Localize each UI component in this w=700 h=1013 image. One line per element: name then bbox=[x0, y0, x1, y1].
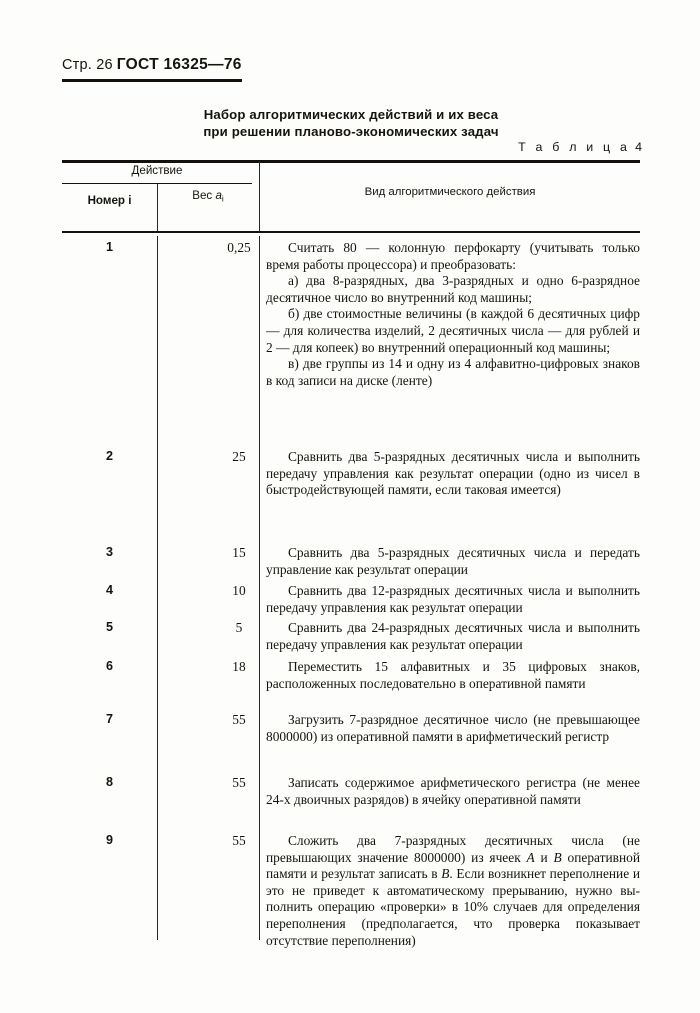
row-number: 8 bbox=[105, 775, 113, 789]
row-description-paragraph: Сравнить два 24-разрядных десятичных числа и выполнить передачу управления как результат операции bbox=[266, 620, 640, 652]
row-description bbox=[266, 659, 640, 692]
row-description-paragraph: в) две группы из 14 и одну из 4 алфавитно-цифровых знаков в код записи на диске (ленте) bbox=[266, 356, 640, 388]
row-weight: 15 bbox=[232, 545, 246, 560]
row-number: 3 bbox=[105, 545, 113, 559]
row-weight: 55 bbox=[232, 712, 246, 727]
standard-designation: ГОСТ 16325—76 bbox=[116, 56, 242, 73]
row-weight: 0,25 bbox=[227, 240, 251, 255]
row-description-paragraph: Переместить 15 алфавитных и 35 цифровых знаков, расположенных последовательно в оперативной памяти bbox=[266, 659, 640, 691]
row-number: 5 bbox=[105, 620, 113, 634]
row-description bbox=[266, 833, 640, 949]
row-number: 6 bbox=[105, 659, 113, 673]
row-description-paragraph: Записать содержимое арифметического регистра (не менее 24-х двоичных разрядов) в ячейку оперативной памяти bbox=[266, 775, 640, 807]
row-description-paragraph: Считать 80 — колонную перфокарту (учитывать только время работы процессора) и преобразовать: bbox=[266, 240, 640, 272]
table-caption-word: Т а б л и ц а bbox=[518, 140, 631, 154]
header-rule bbox=[62, 79, 242, 82]
row-description bbox=[266, 583, 640, 616]
table-caption bbox=[518, 140, 642, 154]
column-header-number bbox=[62, 194, 157, 207]
title-line-2: при решении планово-экономических задач bbox=[203, 124, 499, 139]
row-description-paragraph: а) два 8-разрядных, два 3-разрядных и одно 6-разрядное десятичное число во внутренний код машины; bbox=[266, 273, 640, 305]
row-description bbox=[266, 712, 640, 745]
table-top-rule bbox=[62, 160, 640, 163]
row-description bbox=[266, 545, 640, 578]
page-header bbox=[62, 56, 640, 74]
header-line bbox=[62, 56, 640, 74]
row-description bbox=[266, 449, 640, 499]
column-header-weight-prefix: Вес bbox=[192, 189, 213, 202]
row-weight: 25 bbox=[232, 449, 246, 464]
page-number-label: Стр. 26 bbox=[62, 57, 113, 73]
title-line-1: Набор алгоритмических действий и их веса bbox=[203, 107, 499, 122]
row-description-paragraph: Сложить два 7-разрядных десятичных числа (не превышающих значение 8000000) из ячеек A и B оперативной памяти и результат записать в B. Если возникнет переполнение и это не приведет к автоматическому прерыванию, нужно выполнить операцию «проверки» в 10% случаев для определения переполнения (предполагается, что проверка показывает отсутствие переполнения) bbox=[266, 833, 640, 948]
column-group-header-action: Действие bbox=[131, 164, 183, 177]
row-weight: 55 bbox=[232, 775, 246, 790]
page-title bbox=[62, 106, 640, 140]
row-description-paragraph: б) две стоимостные величины (в каждой 6 десятичных цифр — для количества изделий, 2 десятичных числа — для рублей и 2 — для копеек) во внутренний операционный код машины; bbox=[266, 306, 640, 355]
row-description bbox=[266, 775, 640, 808]
row-description-paragraph: Загрузить 7-разрядное десятичное число (не превышающее 8000000) из оперативной памяти в арифметический регистр bbox=[266, 712, 640, 744]
row-number: 1 bbox=[105, 240, 113, 254]
row-description-paragraph: Сравнить два 5-разрядных десятичных числа и передать управление как результат операции bbox=[266, 545, 640, 577]
column-header-kind: Вид алгоритмического действия bbox=[364, 186, 536, 198]
row-number: 4 bbox=[105, 583, 113, 597]
row-weight: 10 bbox=[232, 583, 246, 598]
row-weight: 18 bbox=[232, 659, 246, 674]
row-description bbox=[266, 620, 640, 653]
column-header-weight bbox=[157, 189, 259, 203]
column-header-weight-symbol: a bbox=[215, 189, 222, 202]
row-description-paragraph: Сравнить два 5-разрядных десятичных числа и выполнить передачу управления как результат операции (одно из чисел в быстродействующей памяти, если таковая имеется) bbox=[266, 449, 640, 498]
row-number: 7 bbox=[105, 712, 113, 726]
row-description-paragraph: Сравнить два 12-разрядных десятичных числа и выполнить передачу управления как результат операции bbox=[266, 583, 640, 615]
column-header-number-text: Номер i bbox=[87, 194, 132, 207]
row-weight: 55 bbox=[232, 833, 246, 848]
row-description bbox=[266, 240, 640, 389]
row-number: 2 bbox=[105, 449, 113, 463]
table-caption-number: 4 bbox=[635, 140, 642, 154]
row-number: 9 bbox=[105, 833, 113, 847]
header-bottom-rule bbox=[62, 231, 640, 233]
column-header-weight-subscript: i bbox=[221, 193, 224, 204]
row-weight: 5 bbox=[235, 620, 243, 635]
